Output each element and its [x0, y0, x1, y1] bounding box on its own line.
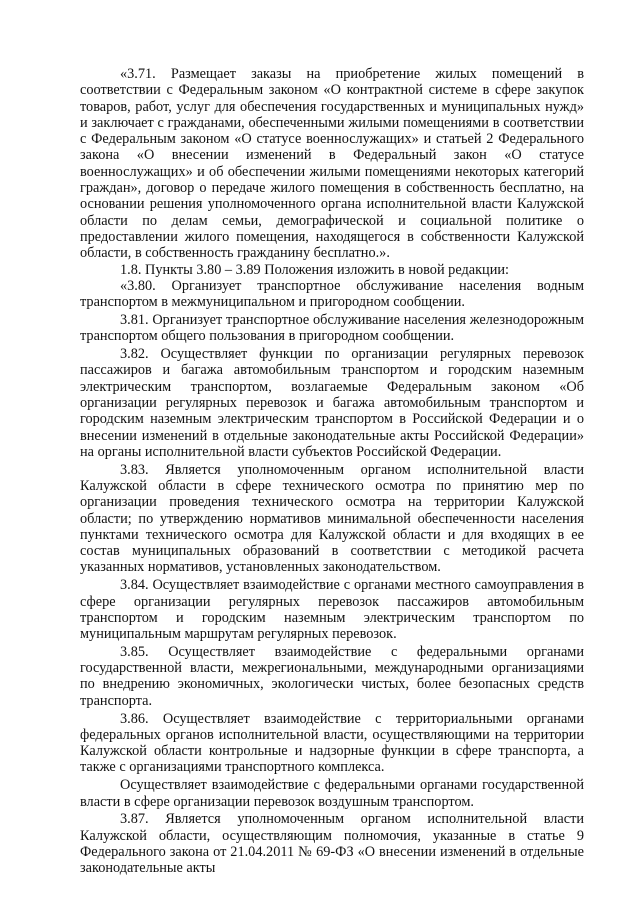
paragraph-3-86: 3.86. Осуществляет взаимодействие с территориальными органами федеральных органов исполнительной власти, осуществляющими на территории Калужской области контрольные и надзорные функции в сфере транспорта, а также с организациями транспортного комплекса. — [80, 710, 584, 776]
paragraph-3-71: «3.71. Размещает заказы на приобретение жилых помещений в соответствии с Федеральным законом «О контрактной системе в сфере закупок товаров, работ, услуг для обеспечения государственных и муниципальных нужд» и заключает с гражданами, обеспеченными жилыми помещениями в соответствии с Федеральным законом «О статусе военнослужащих» и статьей 2 Федерального закона «О внесении изменений в Федеральный закон «О статусе военнослужащих» и об обеспечении жилыми помещениями некоторых категорий граждан», договор о передаче жилого помещения в собственность бесплатно, на основании решения уполномоченного органа исполнительной власти Калужской области по делам семьи, демографической и социальной политике о предоставлении жилого помещения, находящегося в собственности Калужской области, в собственность гражданину бесплатно.». — [80, 66, 584, 262]
paragraph-3-82: 3.82. Осуществляет функции по организации регулярных перевозок пассажиров и багажа автомобильным транспортом и городским наземным электрическим транспортом, возлагаемые Федеральным законом «Об организации регулярных перевозок и багажа автомобильным транспортом и городским наземным электрическим транспортом в Российской Федерации и о внесении изменений в отдельные законодательные акты Российской Федерации» на органы исполнительной власти субъектов Российской Федерации. — [80, 346, 584, 460]
paragraph-3-85: 3.85. Осуществляет взаимодействие с федеральными органами государственной власти, межрегиональными, международными организациями по внедрению экономичных, экологически чистых, более безопасных средств транспорта. — [80, 643, 584, 709]
paragraph-3-81: 3.81. Организует транспортное обслуживание населения железнодорожным транспортом общего пользования в пригородном сообщении. — [80, 311, 584, 345]
paragraph-air-transport: Осуществляет взаимодействие с федеральными органами государственной власти в сфере организации перевозок воздушным транспортом. — [80, 777, 584, 810]
paragraph-3-80: «3.80. Организует транспортное обслуживание населения водным транспортом в межмуниципальном и пригородном сообщении. — [80, 277, 584, 311]
paragraph-3-87: 3.87. Является уполномоченным органом исполнительной власти Калужской области, осуществляющим полномочия, указанные в статье 9 Федерального закона от 21.04.2011 № 69-ФЗ «О внесении изменений в отдельные законодательные акты — [80, 811, 584, 877]
paragraph-3-84: 3.84. Осуществляет взаимодействие с органами местного самоуправления в сфере организации регулярных перевозок пассажиров автомобильным транспортом и городским наземным электрическим транспортом по муниципальным маршрутам регулярных перевозок. — [80, 577, 584, 643]
paragraph-1-8: 1.8. Пункты 3.80 – 3.89 Положения изложить в новой редакции: — [120, 261, 509, 278]
paragraph-3-83: 3.83. Является уполномоченным органом исполнительной власти Калужской области в сфере технического осмотра по принятию мер по организации проведения технического осмотра на территории Калужской области; по утверждению нормативов минимальной обеспеченности населения пунктами технического осмотра для Калужской области и для входящих в ее состав муниципальных образований в соответствии с методикой расчета указанных нормативов, установленных законодательством. — [80, 461, 584, 576]
